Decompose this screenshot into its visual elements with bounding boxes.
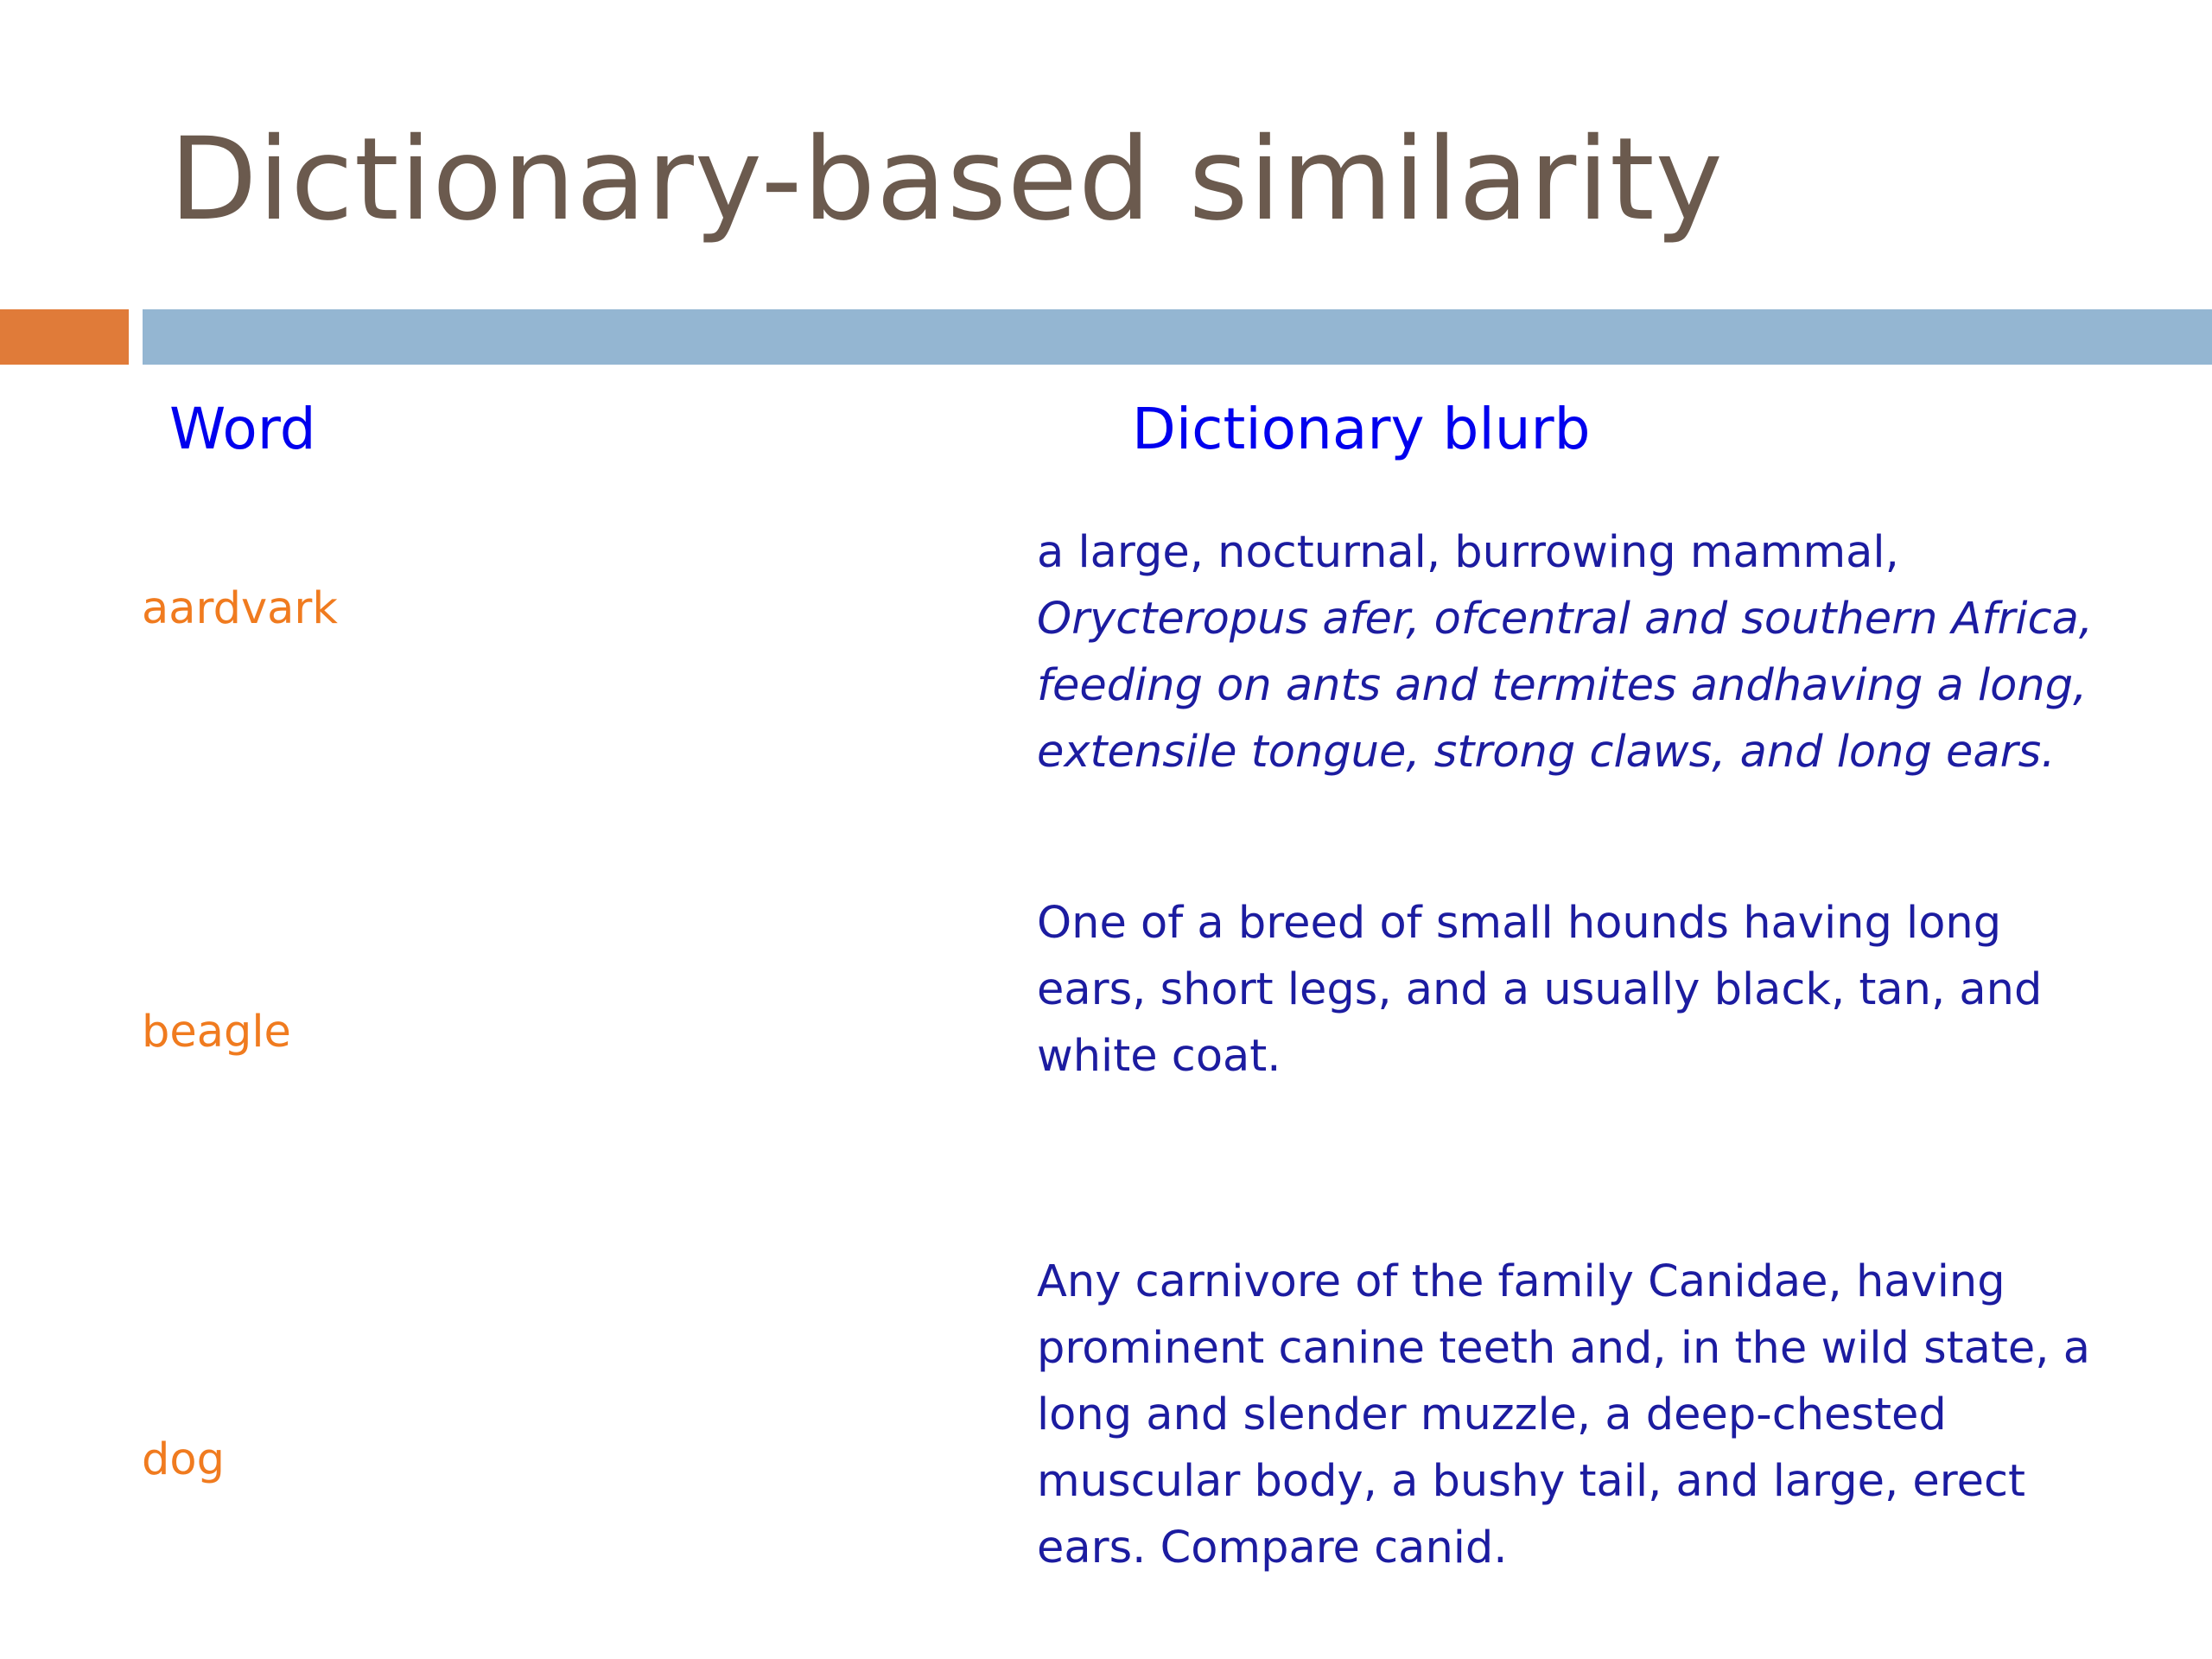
blurb-line: prominent canine teeth and, in the wild state, a <box>1037 1323 2090 1374</box>
blurb-line: white coat. <box>1037 1031 1281 1082</box>
column-header-blurb: Dictionary blurb <box>1132 396 1591 462</box>
accent-bar-blue <box>143 309 2212 365</box>
blurb-line: extensile tongue, strong claws, and long ears. <box>1037 727 2056 778</box>
word-dog: dog <box>142 1434 225 1485</box>
blurb-line: Orycteropus afer, ofcentral and southern Africa, <box>1037 594 2094 645</box>
slide-title: Dictionary-based similarity <box>169 113 1724 246</box>
blurb-line: Any carnivore of the family Canidae, having <box>1037 1256 2005 1307</box>
blurb-line: One of a breed of small hounds having long <box>1037 898 2002 949</box>
blurb-dog <box>1037 1249 2195 1581</box>
blurb-line: ears. Compare canid. <box>1037 1522 1508 1573</box>
blurb-line: long and slender muzzle, a deep-chested <box>1037 1389 1947 1440</box>
column-header-word: Word <box>169 396 316 462</box>
blurb-line: feeding on ants and termites andhaving a long, <box>1037 660 2088 711</box>
word-beagle: beagle <box>142 1007 291 1058</box>
blurb-line: a large, nocturnal, burrowing mammal, <box>1037 527 1899 578</box>
blurb-line: ears, short legs, and a usually black, tan, and <box>1037 964 2043 1015</box>
blurb-aardvark <box>1037 519 2195 785</box>
accent-bar-orange <box>0 309 129 365</box>
word-aardvark: aardvark <box>142 583 338 634</box>
blurb-beagle <box>1037 890 2195 1090</box>
blurb-line: muscular body, a bushy tail, and large, erect <box>1037 1456 2026 1507</box>
